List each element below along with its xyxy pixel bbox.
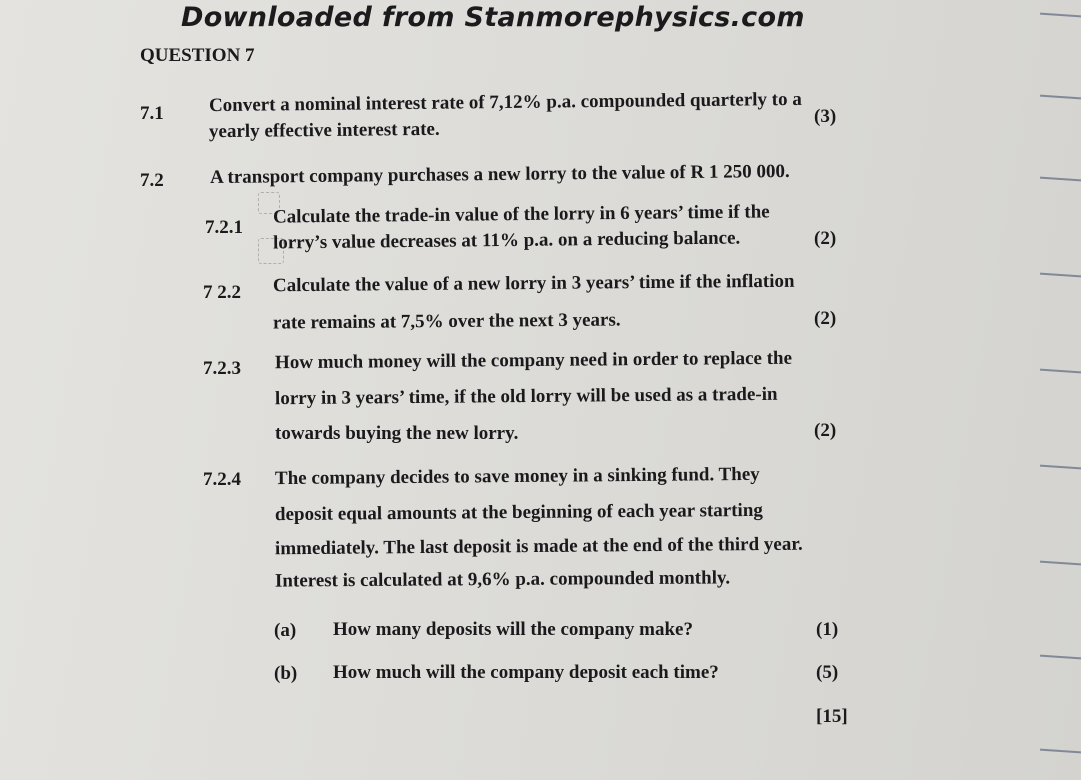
edge-line: [1040, 369, 1081, 374]
question-text: Interest is calculated at 9,6% p.a. compounded monthly.: [274, 567, 731, 592]
marks: (1): [816, 619, 839, 640]
edge-line: [1040, 655, 1081, 660]
question-text: The company decides to save money in a sinking fund. They: [274, 463, 760, 490]
question-title: QUESTION 7: [140, 45, 255, 66]
question-text: lorry in 3 years’ time, if the old lorry will be used as a trade-in: [274, 383, 778, 410]
question-text: How much money will the company need in order to replace the: [274, 347, 793, 374]
question-text: Convert a nominal interest rate of 7,12% p.a. compounded quarterly to a: [208, 88, 802, 117]
edge-line: [1040, 749, 1081, 754]
question-number: 7 2.2: [203, 282, 241, 303]
question-text: Calculate the trade-in value of the lorry in 6 years’ time if the: [272, 201, 770, 228]
download-header: Downloaded from Stanmorephysics.com: [181, 2, 805, 33]
question-number: 7.1: [140, 103, 164, 124]
edge-line: [1040, 273, 1081, 278]
subquestion-label: (a): [274, 620, 297, 641]
question-text: yearly effective interest rate.: [208, 118, 440, 143]
total-marks: [15]: [816, 706, 848, 727]
marks: (2): [814, 420, 837, 441]
question-number: 7.2.1: [205, 217, 243, 238]
marks: (5): [816, 662, 839, 683]
question-text: A transport company purchases a new lorry to the value of R 1 250 000.: [209, 160, 790, 189]
question-text: deposit equal amounts at the beginning of each year starting: [274, 499, 763, 526]
edge-line: [1040, 465, 1081, 470]
marks: (2): [814, 228, 837, 249]
question-text: How many deposits will the company make?: [333, 619, 693, 640]
question-text: rate remains at 7,5% over the next 3 years.: [272, 309, 621, 334]
marks: (3): [814, 106, 837, 127]
question-text: Calculate the value of a new lorry in 3 years’ time if the inflation: [272, 270, 795, 297]
question-number: 7.2.3: [203, 358, 241, 379]
subquestion-label: (b): [274, 663, 298, 684]
edge-line: [1040, 13, 1081, 18]
question-text: lorry’s value decreases at 11% p.a. on a reducing balance.: [272, 227, 741, 254]
question-text: immediately. The last deposit is made at the end of the third year.: [274, 533, 803, 560]
question-number: 7.2: [140, 170, 164, 191]
question-text: towards buying the new lorry.: [275, 423, 519, 444]
edge-line: [1040, 177, 1081, 182]
edge-line: [1040, 561, 1081, 566]
question-number: 7.2.4: [203, 469, 241, 490]
marks: (2): [814, 308, 837, 329]
question-text: How much will the company deposit each time?: [333, 662, 719, 683]
edge-line: [1040, 95, 1081, 100]
